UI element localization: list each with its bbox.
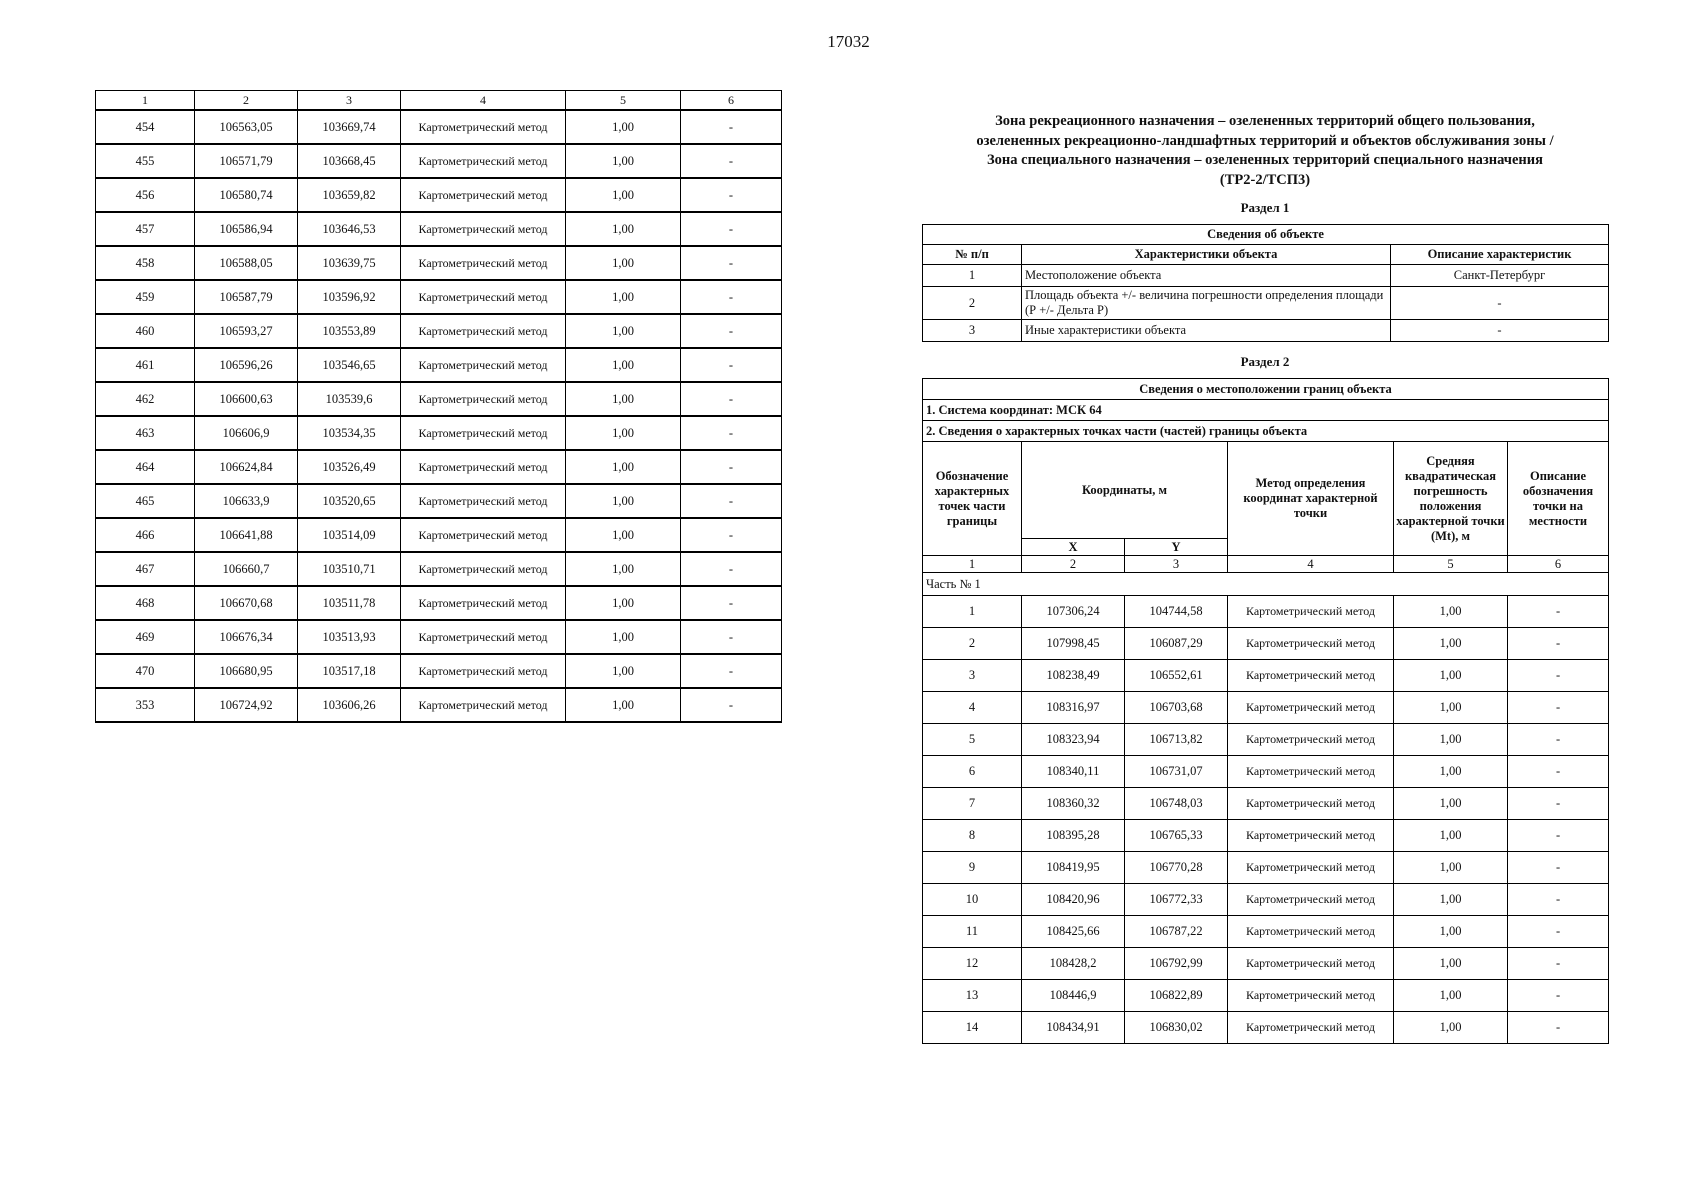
coord-x: 107998,45 [1022,628,1125,660]
coord-x: 106606,9 [195,416,298,450]
error-value: 1,00 [566,416,681,450]
coord-y: 103510,71 [298,552,401,586]
method: Картометрический метод [1228,788,1394,820]
point-description: - [681,416,782,450]
table-row [96,586,782,620]
coord-x: 106588,05 [195,246,298,280]
coord-x: 106587,79 [195,280,298,314]
coord-y: 103514,09 [298,518,401,552]
header-method: Метод определения координат характерной точки [1228,442,1394,556]
boundary-coordinates-table [922,378,1609,1044]
coord-y: 103546,65 [298,348,401,382]
error-value: 1,00 [566,586,681,620]
method: Картометрический метод [401,484,566,518]
info-row-characteristic: Иные характеристики объекта [1022,320,1391,342]
error-value: 1,00 [1394,884,1508,916]
point-number: 4 [923,692,1022,724]
header-error: Средняя квадратическая погрешность положения характерной точки (Мt), м [1394,442,1508,556]
error-value: 1,00 [566,280,681,314]
point-description: - [1508,820,1609,852]
coord-x: 106724,92 [195,688,298,722]
method: Картометрический метод [1228,852,1394,884]
coord-y: 103646,53 [298,212,401,246]
point-description: - [1508,948,1609,980]
column-number: 1 [96,91,195,111]
error-value: 1,00 [566,110,681,144]
error-value: 1,00 [566,518,681,552]
table-row [923,948,1609,980]
point-number: 459 [96,280,195,314]
point-number: 13 [923,980,1022,1012]
coordinate-system: 1. Система координат: МСК 64 [923,400,1609,421]
boundary-points-body [923,596,1609,1044]
table-row [96,518,782,552]
point-number: 10 [923,884,1022,916]
method: Картометрический метод [1228,820,1394,852]
point-number: 11 [923,916,1022,948]
error-value: 1,00 [566,484,681,518]
coord-x: 106596,26 [195,348,298,382]
info-row [923,265,1609,287]
coord-y: 106830,02 [1125,1012,1228,1044]
point-number: 5 [923,724,1022,756]
point-number: 460 [96,314,195,348]
table-row [923,660,1609,692]
coord-x: 106670,68 [195,586,298,620]
point-description: - [1508,852,1609,884]
column-number: 6 [681,91,782,111]
table-row [96,552,782,586]
coord-y: 106772,33 [1125,884,1228,916]
point-description: - [681,144,782,178]
table-row [96,110,782,144]
left-table-header-row [96,91,782,111]
error-value: 1,00 [566,246,681,280]
method: Картометрический метод [401,552,566,586]
point-number: 467 [96,552,195,586]
point-number: 7 [923,788,1022,820]
header-x: X [1022,539,1125,556]
table-row [96,178,782,212]
coord-y: 106552,61 [1125,660,1228,692]
section-1-label: Раздел 1 [1240,200,1290,215]
table-row [96,654,782,688]
coord-x: 106580,74 [195,178,298,212]
coord-y: 104744,58 [1125,596,1228,628]
error-value: 1,00 [566,348,681,382]
point-description: - [1508,756,1609,788]
info-row-number: 1 [923,265,1022,287]
method: Картометрический метод [401,450,566,484]
point-description: - [1508,916,1609,948]
column-number: 5 [1394,556,1508,573]
coord-x: 106563,05 [195,110,298,144]
table-row [96,314,782,348]
method: Картометрический метод [1228,724,1394,756]
point-number: 8 [923,820,1022,852]
coord-y: 103606,26 [298,688,401,722]
point-number: 457 [96,212,195,246]
coord-x: 106680,95 [195,654,298,688]
point-number: 455 [96,144,195,178]
method: Картометрический метод [401,348,566,382]
info-row-characteristic: Площадь объекта +/- величина погрешности определения площади (Р +/- Дельта Р) [1022,287,1391,320]
point-number: 6 [923,756,1022,788]
method: Картометрический метод [1228,1012,1394,1044]
table-row [923,724,1609,756]
left-table-body [96,110,782,722]
point-number: 461 [96,348,195,382]
error-value: 1,00 [1394,692,1508,724]
point-number: 1 [923,596,1022,628]
error-value: 1,00 [566,178,681,212]
coord-x: 108238,49 [1022,660,1125,692]
coord-x: 106624,84 [195,450,298,484]
point-number: 468 [96,586,195,620]
point-number: 9 [923,852,1022,884]
point-number: 463 [96,416,195,450]
method: Картометрический метод [401,280,566,314]
column-number: 2 [195,91,298,111]
point-number: 454 [96,110,195,144]
point-number: 353 [96,688,195,722]
method: Картометрический метод [1228,916,1394,948]
error-value: 1,00 [566,688,681,722]
error-value: 1,00 [1394,948,1508,980]
coord-x: 108323,94 [1022,724,1125,756]
coord-y: 103669,74 [298,110,401,144]
error-value: 1,00 [1394,1012,1508,1044]
method: Картометрический метод [401,144,566,178]
coord-x: 108420,96 [1022,884,1125,916]
column-number: 1 [923,556,1022,573]
point-number: 464 [96,450,195,484]
method: Картометрический метод [401,110,566,144]
zone-title-line: (ТР2-2/ТСП3) [1219,171,1311,188]
coord-x: 106586,94 [195,212,298,246]
coord-x: 106571,79 [195,144,298,178]
boundary-caption: Сведения о местоположении границ объекта [923,379,1609,400]
point-number: 466 [96,518,195,552]
info-header-description: Описание характеристик [1391,245,1609,265]
table-row [96,620,782,654]
method: Картометрический метод [1228,660,1394,692]
table-row [923,788,1609,820]
method: Картометрический метод [401,246,566,280]
table-row [923,756,1609,788]
coord-x: 108360,32 [1022,788,1125,820]
coord-x: 108316,97 [1022,692,1125,724]
point-description: - [681,110,782,144]
error-value: 1,00 [1394,628,1508,660]
point-description: - [1508,596,1609,628]
table-row [96,382,782,416]
coord-y: 103513,93 [298,620,401,654]
coord-y: 103553,89 [298,314,401,348]
column-number: 3 [1125,556,1228,573]
coord-x: 108395,28 [1022,820,1125,852]
method: Картометрический метод [401,654,566,688]
point-description: - [681,518,782,552]
coord-y: 106765,33 [1125,820,1228,852]
table-row [96,450,782,484]
coord-y: 103526,49 [298,450,401,484]
part-label: Часть № 1 [923,573,1609,596]
info-row-number: 2 [923,287,1022,320]
error-value: 1,00 [1394,724,1508,756]
coord-y: 106787,22 [1125,916,1228,948]
point-description: - [1508,1012,1609,1044]
header-point-designation: Обозначение характерных точек части границы [923,442,1022,556]
point-description: - [681,450,782,484]
point-number: 456 [96,178,195,212]
point-description: - [1508,724,1609,756]
error-value: 1,00 [1394,916,1508,948]
point-description: - [1508,884,1609,916]
error-value: 1,00 [566,450,681,484]
info-row-number: 3 [923,320,1022,342]
table-row [923,852,1609,884]
coord-x: 108434,91 [1022,1012,1125,1044]
method: Картометрический метод [1228,948,1394,980]
coord-x: 108340,11 [1022,756,1125,788]
table-row [96,688,782,722]
coord-y: 103539,6 [298,382,401,416]
point-number: 469 [96,620,195,654]
error-value: 1,00 [1394,788,1508,820]
info-row [923,287,1609,320]
coord-y: 106087,29 [1125,628,1228,660]
method: Картометрический метод [401,382,566,416]
coord-x: 106641,88 [195,518,298,552]
points-caption: 2. Сведения о характерных точках части (частей) границы объекта [923,421,1609,442]
table-row [96,144,782,178]
method: Картометрический метод [1228,628,1394,660]
info-header-number: № п/п [923,245,1022,265]
error-value: 1,00 [1394,980,1508,1012]
column-number: 3 [298,91,401,111]
point-number: 3 [923,660,1022,692]
table-row [923,628,1609,660]
coord-y: 103520,65 [298,484,401,518]
point-description: - [681,280,782,314]
section-2-label: Раздел 2 [1240,354,1290,369]
header-coordinates: Координаты, м [1022,442,1228,539]
point-description: - [681,314,782,348]
coord-y: 103511,78 [298,586,401,620]
method: Картометрический метод [401,416,566,450]
error-value: 1,00 [1394,660,1508,692]
point-description: - [681,586,782,620]
coord-y: 106748,03 [1125,788,1228,820]
method: Картометрический метод [1228,692,1394,724]
table-row [923,820,1609,852]
point-description: - [681,654,782,688]
table-row [923,980,1609,1012]
coord-y: 103517,18 [298,654,401,688]
info-row-description: Санкт-Петербург [1391,265,1609,287]
error-value: 1,00 [1394,756,1508,788]
table-row [923,596,1609,628]
point-number: 470 [96,654,195,688]
column-number: 6 [1508,556,1609,573]
column-number: 2 [1022,556,1125,573]
point-description: - [681,246,782,280]
method: Картометрический метод [401,620,566,654]
point-number: 14 [923,1012,1022,1044]
point-description: - [681,178,782,212]
coord-x: 108425,66 [1022,916,1125,948]
header-description: Описание обозначения точки на местности [1508,442,1609,556]
coord-y: 103639,75 [298,246,401,280]
coord-y: 106792,99 [1125,948,1228,980]
table-row [96,416,782,450]
info-row-description: - [1391,320,1609,342]
coord-y: 106713,82 [1125,724,1228,756]
method: Картометрический метод [1228,596,1394,628]
method: Картометрический метод [401,212,566,246]
column-number: 5 [566,91,681,111]
point-number: 465 [96,484,195,518]
coord-y: 103668,45 [298,144,401,178]
error-value: 1,00 [566,144,681,178]
column-number: 4 [401,91,566,111]
error-value: 1,00 [566,552,681,586]
coord-y: 103659,82 [298,178,401,212]
coord-y: 103596,92 [298,280,401,314]
error-value: 1,00 [1394,852,1508,884]
table-row [923,692,1609,724]
info-header-characteristic: Характеристики объекта [1022,245,1391,265]
page-number: 17032 [827,32,870,51]
zone-title-line: Зона рекреационного назначения – озелененных территорий общего пользования, [995,113,1535,129]
point-description: - [1508,660,1609,692]
coord-x: 108446,9 [1022,980,1125,1012]
coord-y: 106703,68 [1125,692,1228,724]
coord-y: 103534,35 [298,416,401,450]
coord-y: 106822,89 [1125,980,1228,1012]
method: Картометрический метод [401,586,566,620]
zone-section [922,112,1608,1044]
zone-title-line: озелененных рекреационно-ландшафтных территорий и объектов обслуживания зоны / [976,132,1554,149]
column-number: 4 [1228,556,1394,573]
coord-x: 106660,7 [195,552,298,586]
coord-x: 106676,34 [195,620,298,654]
method: Картометрический метод [401,178,566,212]
coord-x: 106633,9 [195,484,298,518]
method: Картометрический метод [401,314,566,348]
method: Картометрический метод [401,518,566,552]
point-number: 2 [923,628,1022,660]
info-row-description: - [1391,287,1609,320]
point-description: - [681,552,782,586]
error-value: 1,00 [1394,596,1508,628]
error-value: 1,00 [566,314,681,348]
point-number: 12 [923,948,1022,980]
error-value: 1,00 [1394,820,1508,852]
error-value: 1,00 [566,654,681,688]
point-description: - [681,348,782,382]
point-description: - [1508,692,1609,724]
point-description: - [1508,788,1609,820]
table-row [96,212,782,246]
table-row [96,348,782,382]
point-description: - [681,484,782,518]
point-description: - [681,620,782,654]
point-number: 458 [96,246,195,280]
object-info-caption: Сведения об объекте [923,225,1609,245]
method: Картометрический метод [1228,756,1394,788]
table-row [923,916,1609,948]
point-description: - [681,382,782,416]
coord-x: 108419,95 [1022,852,1125,884]
header-y: Y [1125,539,1228,556]
coord-x: 106600,63 [195,382,298,416]
point-description: - [681,212,782,246]
error-value: 1,00 [566,212,681,246]
info-row-characteristic: Местоположение объекта [1022,265,1391,287]
object-info-table [922,224,1609,342]
method: Картометрический метод [401,688,566,722]
error-value: 1,00 [566,382,681,416]
coord-y: 106770,28 [1125,852,1228,884]
point-description: - [1508,628,1609,660]
method: Картометрический метод [1228,980,1394,1012]
left-coordinates-table [95,90,782,723]
method: Картометрический метод [1228,884,1394,916]
error-value: 1,00 [566,620,681,654]
table-row [923,1012,1609,1044]
point-description: - [1508,980,1609,1012]
table-row [96,246,782,280]
zone-title-line: Зона специального назначения – озелененных территорий специального назначения [987,152,1543,168]
coord-x: 108428,2 [1022,948,1125,980]
coord-y: 106731,07 [1125,756,1228,788]
table-row [96,484,782,518]
coord-x: 106593,27 [195,314,298,348]
info-row [923,320,1609,342]
point-number: 462 [96,382,195,416]
coord-x: 107306,24 [1022,596,1125,628]
point-description: - [681,688,782,722]
table-row [96,280,782,314]
table-row [923,884,1609,916]
